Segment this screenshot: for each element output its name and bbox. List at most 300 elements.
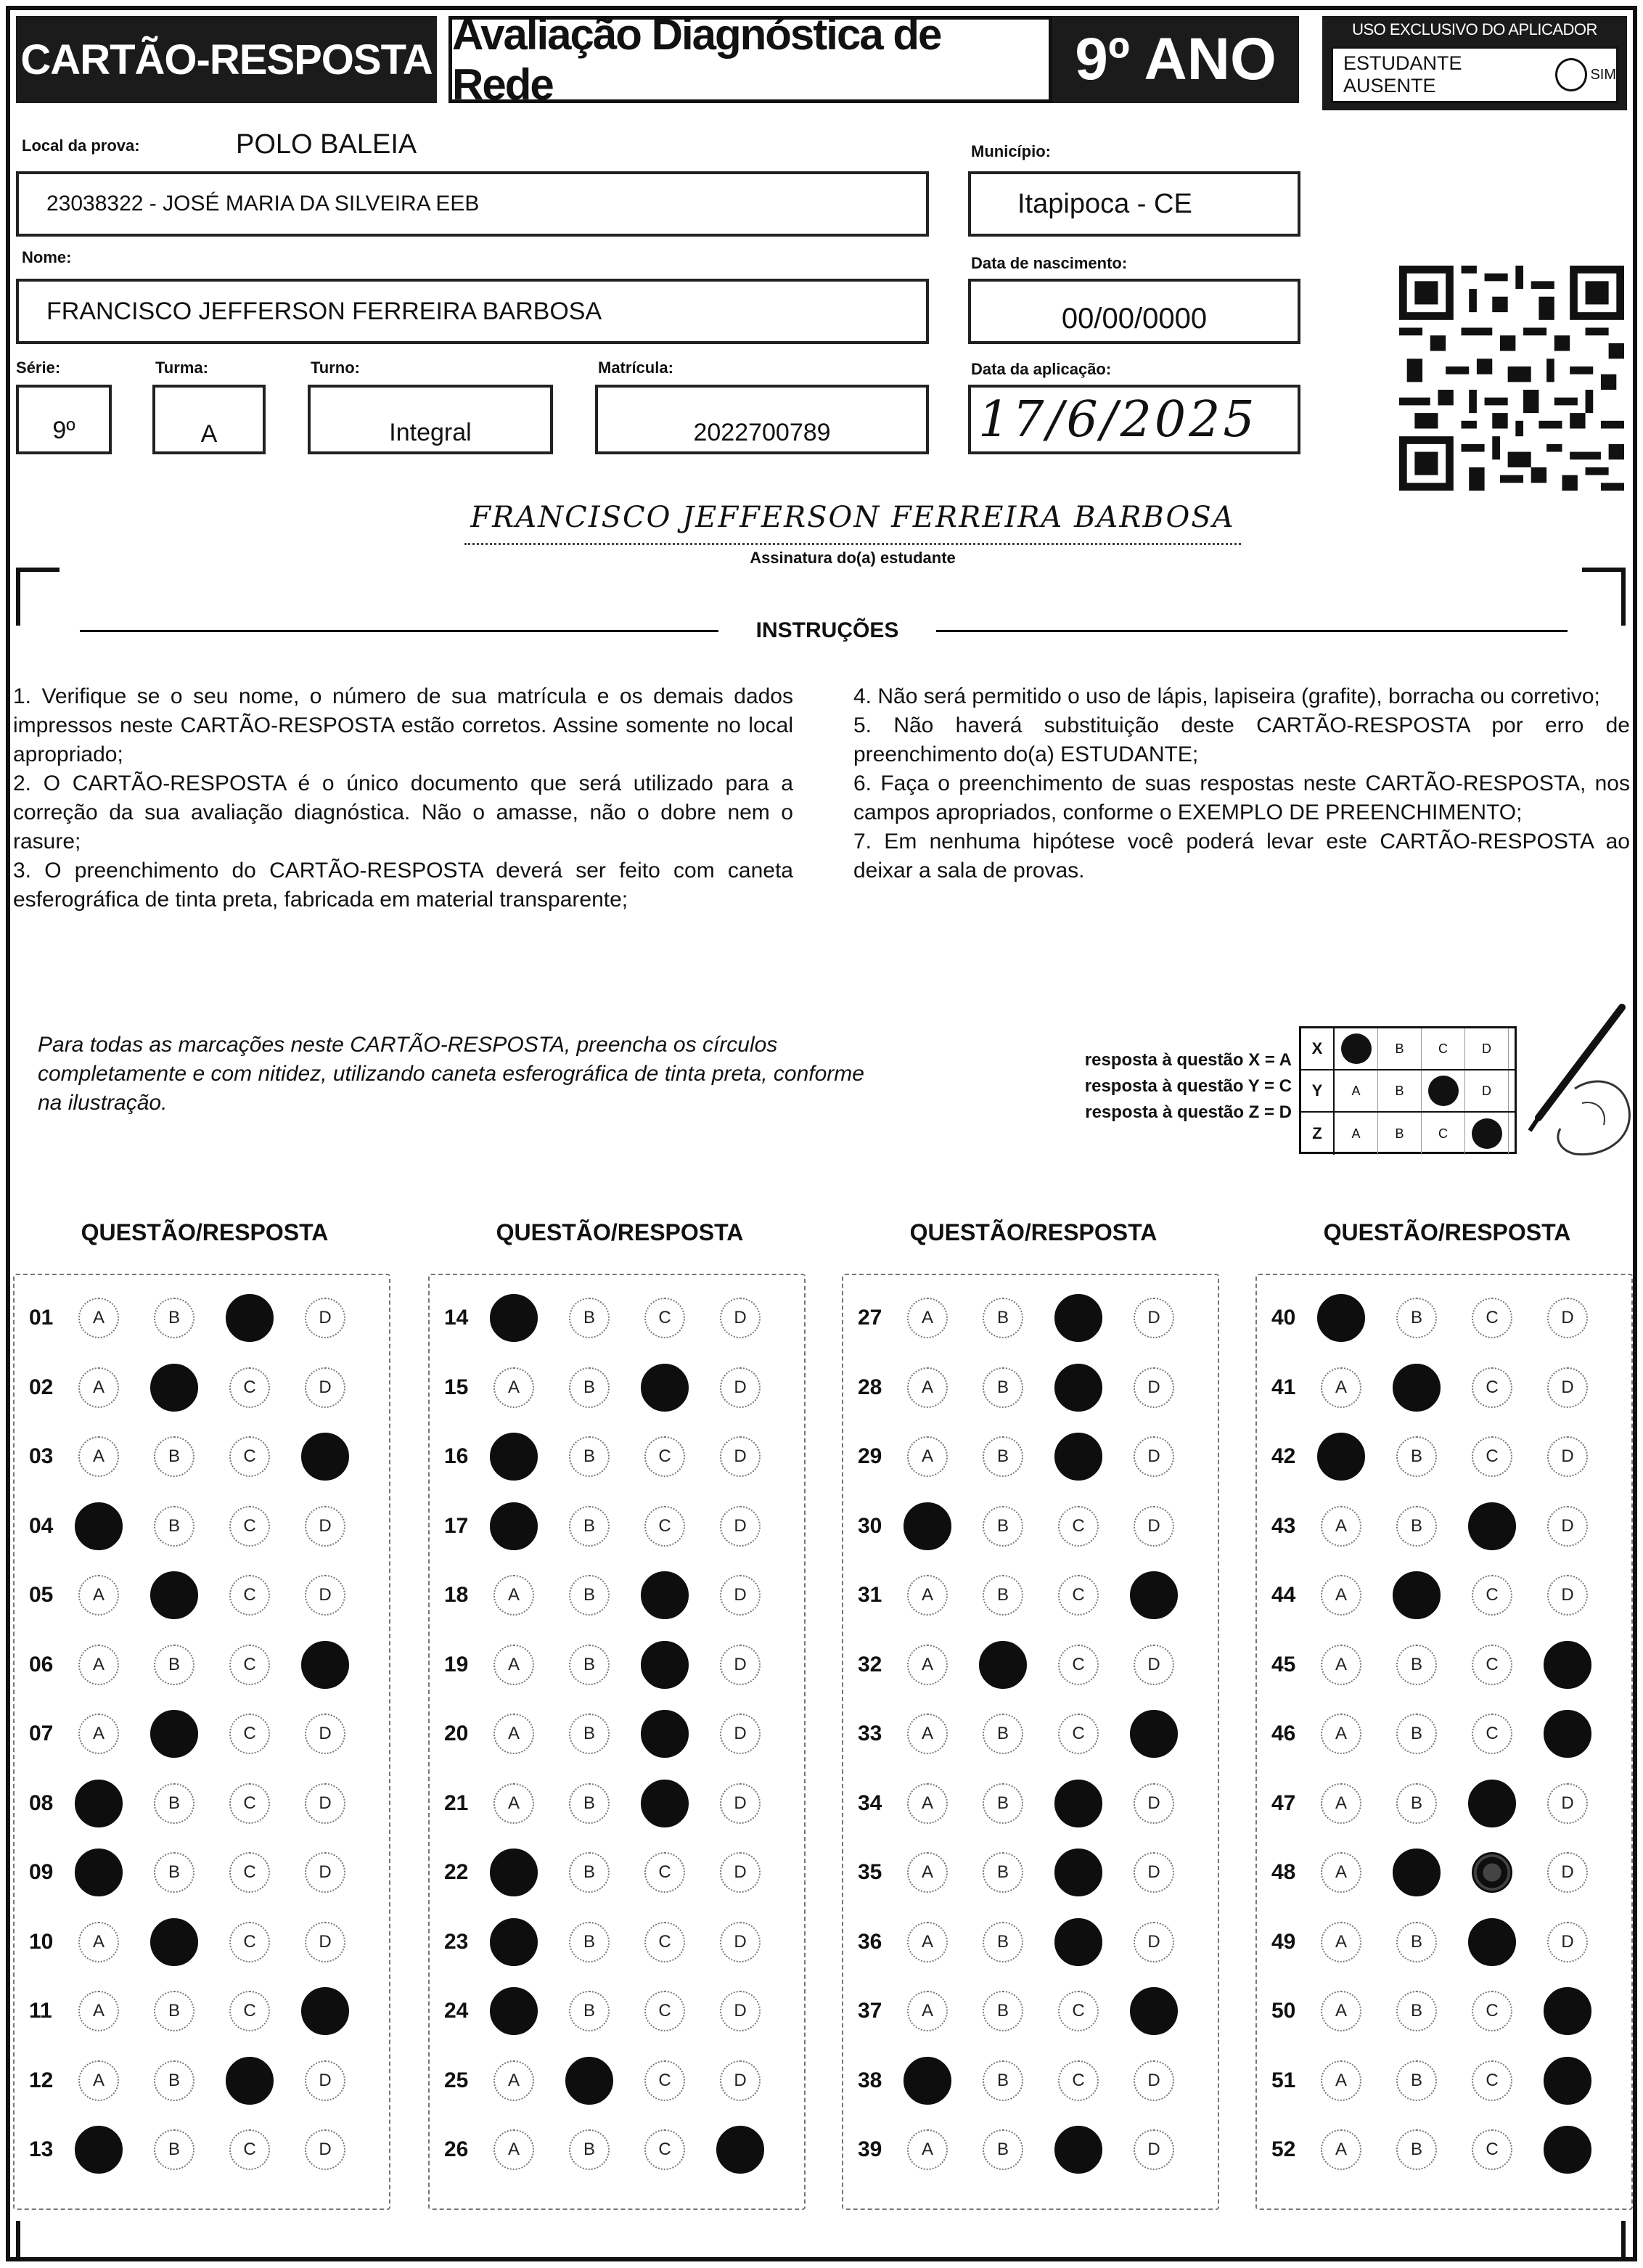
question-row bbox=[15, 1978, 389, 2044]
answer-bubble[interactable]: B bbox=[154, 1991, 194, 2031]
answer-bubble[interactable]: C bbox=[644, 1436, 685, 1477]
answer-bubble-filled[interactable] bbox=[226, 1294, 274, 1342]
answer-bubble[interactable]: C bbox=[644, 1852, 685, 1893]
answer-bubble[interactable]: D bbox=[720, 1645, 761, 1685]
answer-bubble[interactable]: B bbox=[983, 1575, 1023, 1616]
answer-bubble-filled[interactable] bbox=[1544, 2126, 1591, 2174]
answer-bubble[interactable]: B bbox=[1396, 1645, 1437, 1685]
answer-bubble[interactable]: C bbox=[1058, 1575, 1099, 1616]
answer-bubble[interactable]: B bbox=[983, 1922, 1023, 1962]
answer-bubble[interactable]: C bbox=[644, 2129, 685, 2170]
answer-bubble-filled[interactable] bbox=[1130, 1987, 1178, 2035]
answer-bubble[interactable]: C bbox=[1472, 1645, 1512, 1685]
answer-bubble[interactable]: D bbox=[720, 1991, 761, 2031]
question-number: 42 bbox=[1271, 1444, 1296, 1468]
answer-bubble[interactable]: A bbox=[493, 2129, 534, 2170]
answer-bubble[interactable]: A bbox=[1321, 1783, 1361, 1824]
answer-bubble[interactable]: A bbox=[78, 1714, 119, 1754]
answer-bubble[interactable]: D bbox=[305, 1298, 345, 1338]
answer-bubble[interactable]: C bbox=[229, 1575, 270, 1616]
answer-bubble[interactable]: C bbox=[229, 1714, 270, 1754]
answer-bubble[interactable]: D bbox=[1547, 1852, 1588, 1893]
answer-bubble[interactable]: B bbox=[1396, 1506, 1437, 1547]
answer-bubble[interactable]: C bbox=[1472, 2129, 1512, 2170]
answer-bubble[interactable]: A bbox=[78, 1991, 119, 2031]
question-number: 52 bbox=[1271, 2137, 1296, 2161]
question-panel bbox=[13, 1274, 390, 2210]
answer-bubble[interactable]: A bbox=[907, 1922, 948, 1962]
question-row bbox=[15, 2117, 389, 2182]
answer-bubble[interactable]: C bbox=[229, 1922, 270, 1962]
answer-bubble[interactable]: B bbox=[154, 1436, 194, 1477]
answer-bubble[interactable]: B bbox=[569, 1575, 610, 1616]
answer-bubble[interactable]: B bbox=[569, 1922, 610, 1962]
answer-bubble[interactable]: B bbox=[154, 1645, 194, 1685]
serie-label: Série: bbox=[16, 359, 61, 377]
answer-bubble[interactable]: B bbox=[154, 1506, 194, 1547]
answer-bubble[interactable]: A bbox=[78, 1922, 119, 1962]
question-row bbox=[430, 1701, 804, 1766]
answer-bubble[interactable]: C bbox=[229, 1783, 270, 1824]
answer-bubble[interactable]: C bbox=[1058, 1714, 1099, 1754]
answer-bubble[interactable]: A bbox=[1321, 1991, 1361, 2031]
municipio-field bbox=[968, 171, 1300, 237]
answer-bubble[interactable]: A bbox=[493, 1645, 534, 1685]
answer-bubble[interactable]: D bbox=[305, 1714, 345, 1754]
turno-field bbox=[308, 385, 553, 454]
aplicacao-value: 17/6/2025 bbox=[978, 390, 1258, 449]
question-row bbox=[430, 1978, 804, 2044]
answer-bubble-filled[interactable] bbox=[716, 2126, 764, 2174]
answer-bubble[interactable]: A bbox=[907, 1436, 948, 1477]
answer-bubble[interactable]: A bbox=[907, 1367, 948, 1408]
answer-bubble[interactable]: A bbox=[1321, 2129, 1361, 2170]
question-panel bbox=[1255, 1274, 1633, 2210]
answer-bubble[interactable]: B bbox=[569, 1714, 610, 1754]
answer-bubble[interactable]: B bbox=[1396, 1991, 1437, 2031]
answer-bubble[interactable]: B bbox=[569, 1645, 610, 1685]
answer-bubble[interactable]: A bbox=[1321, 1575, 1361, 1616]
answer-bubble[interactable]: A bbox=[78, 2060, 119, 2101]
instruction-item: 3. O preenchimento do CARTÃO-RESPOSTA deverá ser feito com caneta esferográfica de tinta preta, fabricada em material transparente; bbox=[13, 859, 793, 912]
answer-bubble[interactable]: A bbox=[78, 1367, 119, 1408]
example-option bbox=[1335, 1028, 1378, 1069]
answer-bubble-filled[interactable] bbox=[1054, 1849, 1102, 1896]
answer-bubble[interactable]: D bbox=[1547, 1922, 1588, 1962]
answer-bubble-filled[interactable] bbox=[490, 1294, 538, 1342]
answer-bubble[interactable]: D bbox=[1547, 1367, 1588, 1408]
answer-bubble[interactable]: B bbox=[983, 1852, 1023, 1893]
question-number: 01 bbox=[29, 1306, 54, 1330]
answer-bubble[interactable]: B bbox=[983, 2129, 1023, 2170]
answer-bubble[interactable]: B bbox=[983, 1367, 1023, 1408]
question-row bbox=[843, 1771, 1218, 1836]
answer-bubble[interactable]: A bbox=[493, 1714, 534, 1754]
answer-bubble[interactable]: D bbox=[1134, 1436, 1174, 1477]
example-option: C bbox=[1422, 1113, 1465, 1155]
example-option: D bbox=[1465, 1070, 1509, 1111]
answer-bubble-filled[interactable] bbox=[1468, 1780, 1516, 1827]
question-row bbox=[1257, 1285, 1631, 1351]
example-row bbox=[1301, 1070, 1515, 1113]
answer-bubble-filled[interactable] bbox=[641, 1364, 689, 1412]
answer-bubble-filled[interactable] bbox=[150, 1918, 198, 1966]
answer-bubble[interactable]: C bbox=[1058, 1991, 1099, 2031]
question-number: 18 bbox=[444, 1583, 469, 1607]
question-row bbox=[15, 1285, 389, 1351]
answer-bubble[interactable]: A bbox=[493, 1367, 534, 1408]
answer-bubble-partial[interactable] bbox=[1472, 1852, 1512, 1893]
answer-bubble-filled[interactable] bbox=[490, 1987, 538, 2035]
answer-bubble[interactable]: C bbox=[1058, 1506, 1099, 1547]
question-number: 51 bbox=[1271, 2068, 1296, 2092]
example-key: X bbox=[1301, 1028, 1335, 1069]
answer-bubble[interactable]: B bbox=[983, 1298, 1023, 1338]
answer-bubble-filled[interactable] bbox=[1468, 1502, 1516, 1550]
answer-bubble[interactable]: A bbox=[78, 1575, 119, 1616]
answer-bubble[interactable]: D bbox=[720, 1922, 761, 1962]
answer-bubble[interactable]: C bbox=[644, 1298, 685, 1338]
answer-bubble[interactable]: A bbox=[78, 1645, 119, 1685]
answer-bubble-filled[interactable] bbox=[1130, 1710, 1178, 1758]
answer-bubble[interactable]: B bbox=[983, 1714, 1023, 1754]
answer-bubble[interactable]: C bbox=[1472, 1714, 1512, 1754]
question-number: 48 bbox=[1271, 1860, 1296, 1884]
answer-bubble[interactable]: B bbox=[1396, 1714, 1437, 1754]
example-option: B bbox=[1378, 1028, 1422, 1069]
answer-bubble[interactable]: C bbox=[1058, 1645, 1099, 1685]
question-row bbox=[1257, 1632, 1631, 1698]
answer-bubble-filled[interactable] bbox=[1054, 2126, 1102, 2174]
question-row bbox=[1257, 2117, 1631, 2182]
answer-bubble[interactable]: A bbox=[1321, 1922, 1361, 1962]
answer-bubble[interactable]: A bbox=[493, 2060, 534, 2101]
answer-bubble[interactable]: D bbox=[305, 2060, 345, 2101]
answer-bubble[interactable]: D bbox=[305, 1506, 345, 1547]
answer-bubble-filled[interactable] bbox=[1544, 2057, 1591, 2105]
question-number: 27 bbox=[858, 1306, 882, 1330]
answer-bubble-filled[interactable] bbox=[490, 1849, 538, 1896]
answer-bubble-filled[interactable] bbox=[301, 1987, 349, 2035]
instruction-item: 2. O CARTÃO-RESPOSTA é o único documento que será utilizado para a correção da sua avaliação diagnóstica. Não o amasse, não o dobre nem o rasure; bbox=[13, 771, 793, 853]
answer-bubble[interactable]: B bbox=[569, 1436, 610, 1477]
answer-bubble[interactable]: B bbox=[154, 1852, 194, 1893]
answer-bubble[interactable]: D bbox=[1547, 1783, 1588, 1824]
answer-bubble[interactable]: B bbox=[983, 1783, 1023, 1824]
question-number: 02 bbox=[29, 1375, 54, 1399]
answer-bubble-filled[interactable] bbox=[301, 1641, 349, 1689]
answer-bubble[interactable]: D bbox=[305, 1852, 345, 1893]
answer-bubble[interactable]: B bbox=[983, 1991, 1023, 2031]
corner-bracket bbox=[1582, 568, 1626, 597]
answer-bubble[interactable]: C bbox=[229, 1852, 270, 1893]
answer-bubble-filled[interactable] bbox=[1054, 1433, 1102, 1481]
answer-bubble[interactable]: D bbox=[1547, 1298, 1588, 1338]
example-legend-line: resposta à questão X = A bbox=[1084, 1050, 1292, 1070]
answer-bubble-filled[interactable] bbox=[1054, 1918, 1102, 1966]
filled-bubble-icon bbox=[1341, 1033, 1372, 1064]
answer-bubble[interactable]: D bbox=[305, 2129, 345, 2170]
column-header: QUESTÃO/RESPOSTA bbox=[81, 1219, 329, 1245]
answer-bubble[interactable]: C bbox=[644, 2060, 685, 2101]
question-number: 31 bbox=[858, 1583, 882, 1607]
answer-bubble[interactable]: D bbox=[1134, 1367, 1174, 1408]
answer-bubble[interactable]: D bbox=[720, 1367, 761, 1408]
answer-bubble[interactable]: B bbox=[983, 2060, 1023, 2101]
answer-bubble[interactable]: D bbox=[1134, 2060, 1174, 2101]
question-row bbox=[15, 1424, 389, 1489]
answer-bubble[interactable]: C bbox=[229, 1645, 270, 1685]
answer-bubble-filled[interactable] bbox=[641, 1710, 689, 1758]
answer-bubble[interactable]: B bbox=[569, 1298, 610, 1338]
answer-bubble[interactable]: D bbox=[305, 1367, 345, 1408]
question-row bbox=[1257, 1355, 1631, 1420]
answer-bubble-filled[interactable] bbox=[565, 2057, 613, 2105]
answer-bubble-filled[interactable] bbox=[1130, 1571, 1178, 1619]
answer-bubble[interactable]: A bbox=[907, 2129, 948, 2170]
signature-caption: Assinatura do(a) estudante bbox=[750, 549, 956, 567]
local-value: POLO BALEIA bbox=[236, 129, 417, 160]
answer-bubble-filled[interactable] bbox=[979, 1641, 1027, 1689]
answer-bubble[interactable]: D bbox=[720, 1575, 761, 1616]
answer-bubble[interactable]: A bbox=[78, 1298, 119, 1338]
answer-bubble[interactable]: C bbox=[1472, 1991, 1512, 2031]
answer-bubble[interactable]: A bbox=[1321, 1506, 1361, 1547]
answer-bubble[interactable]: A bbox=[907, 1645, 948, 1685]
answer-bubble-filled[interactable] bbox=[1468, 1918, 1516, 1966]
question-number: 30 bbox=[858, 1513, 882, 1538]
answer-bubble[interactable]: A bbox=[1321, 1714, 1361, 1754]
answer-bubble[interactable]: D bbox=[305, 1922, 345, 1962]
answer-bubble[interactable]: B bbox=[983, 1436, 1023, 1477]
answer-bubble[interactable]: B bbox=[569, 2129, 610, 2170]
answer-bubble[interactable]: D bbox=[1547, 1575, 1588, 1616]
example-row bbox=[1301, 1113, 1515, 1155]
answer-bubble[interactable]: B bbox=[1396, 1922, 1437, 1962]
question-number: 32 bbox=[858, 1652, 882, 1677]
question-number: 04 bbox=[29, 1513, 54, 1538]
answer-bubble[interactable]: D bbox=[1134, 1645, 1174, 1685]
answer-bubble[interactable]: C bbox=[644, 1506, 685, 1547]
question-row bbox=[15, 1840, 389, 1905]
answer-bubble[interactable]: C bbox=[1472, 1436, 1512, 1477]
answer-bubble[interactable]: A bbox=[907, 1852, 948, 1893]
answer-bubble[interactable]: C bbox=[229, 1436, 270, 1477]
answer-bubble[interactable]: D bbox=[1134, 1298, 1174, 1338]
answer-bubble[interactable]: D bbox=[1134, 1852, 1174, 1893]
answer-bubble-filled[interactable] bbox=[490, 1502, 538, 1550]
absent-yes-label: SIM bbox=[1590, 66, 1616, 83]
answer-bubble[interactable]: B bbox=[1396, 1436, 1437, 1477]
question-row bbox=[1257, 1701, 1631, 1766]
answer-bubble[interactable]: A bbox=[1321, 2060, 1361, 2101]
question-row bbox=[843, 1978, 1218, 2044]
answer-bubble-filled[interactable] bbox=[150, 1571, 198, 1619]
answer-bubble-filled[interactable] bbox=[904, 1502, 951, 1550]
absent-bubble[interactable] bbox=[1555, 58, 1588, 91]
question-number: 44 bbox=[1271, 1583, 1296, 1607]
example-row bbox=[1301, 1028, 1515, 1070]
answer-bubble[interactable]: C bbox=[229, 2129, 270, 2170]
answer-bubble-filled[interactable] bbox=[75, 1780, 123, 1827]
question-number: 49 bbox=[1271, 1929, 1296, 1954]
question-number: 12 bbox=[29, 2068, 54, 2092]
school-value: 23038322 - JOSÉ MARIA DA SILVEIRA EEB bbox=[46, 192, 480, 216]
example-option: A bbox=[1335, 1113, 1378, 1155]
answer-bubble[interactable]: B bbox=[154, 1783, 194, 1824]
question-row bbox=[1257, 1494, 1631, 1559]
column-header: QUESTÃO/RESPOSTA bbox=[909, 1219, 1158, 1245]
answer-bubble-filled[interactable] bbox=[490, 1918, 538, 1966]
question-number: 15 bbox=[444, 1375, 469, 1399]
answer-bubble-filled[interactable] bbox=[641, 1780, 689, 1827]
answer-bubble[interactable]: C bbox=[1472, 2060, 1512, 2101]
question-row bbox=[843, 1701, 1218, 1766]
filled-bubble-icon bbox=[1428, 1076, 1459, 1106]
answer-bubble[interactable]: B bbox=[1396, 1783, 1437, 1824]
question-number: 33 bbox=[858, 1722, 882, 1745]
question-row bbox=[15, 1909, 389, 1975]
question-row bbox=[1257, 1840, 1631, 1905]
answer-bubble[interactable]: A bbox=[493, 1575, 534, 1616]
question-row bbox=[15, 2048, 389, 2113]
student-signature: FRANCISCO JEFFERSON FERREIRA BARBOSA bbox=[470, 501, 1235, 534]
answer-bubble-filled[interactable] bbox=[1317, 1433, 1365, 1481]
answer-bubble[interactable]: C bbox=[1472, 1298, 1512, 1338]
answer-bubble[interactable]: D bbox=[720, 1298, 761, 1338]
answer-bubble-filled[interactable] bbox=[1393, 1849, 1441, 1896]
question-row bbox=[430, 1424, 804, 1489]
answer-bubble-filled[interactable] bbox=[301, 1433, 349, 1481]
answer-bubble[interactable]: C bbox=[1058, 2060, 1099, 2101]
answer-bubble-filled[interactable] bbox=[904, 2057, 951, 2105]
question-number: 11 bbox=[29, 1999, 52, 2023]
answer-bubble[interactable]: A bbox=[907, 1991, 948, 2031]
answer-bubble[interactable]: C bbox=[644, 1991, 685, 2031]
answer-bubble-filled[interactable] bbox=[1544, 1987, 1591, 2035]
question-row bbox=[1257, 1424, 1631, 1489]
answer-bubble[interactable]: D bbox=[720, 1506, 761, 1547]
answer-bubble[interactable]: B bbox=[154, 2129, 194, 2170]
answer-bubble[interactable]: B bbox=[1396, 1298, 1437, 1338]
answer-bubble[interactable]: C bbox=[1472, 1575, 1512, 1616]
answer-bubble[interactable]: D bbox=[1134, 1506, 1174, 1547]
question-number: 21 bbox=[444, 1790, 469, 1815]
qr-code-icon bbox=[1399, 266, 1624, 491]
answer-bubble[interactable]: A bbox=[78, 1436, 119, 1477]
answer-bubble[interactable]: B bbox=[569, 1367, 610, 1408]
divider bbox=[936, 630, 1568, 632]
answer-bubble[interactable]: B bbox=[569, 1783, 610, 1824]
answer-bubble[interactable]: B bbox=[154, 2060, 194, 2101]
answer-bubble[interactable]: D bbox=[720, 1714, 761, 1754]
answer-bubble-filled[interactable] bbox=[1393, 1571, 1441, 1619]
answer-bubble[interactable]: A bbox=[907, 1575, 948, 1616]
answer-bubble[interactable]: A bbox=[1321, 1852, 1361, 1893]
nome-label: Nome: bbox=[22, 248, 72, 266]
question-number: 03 bbox=[29, 1444, 54, 1468]
answer-bubble-filled[interactable] bbox=[1393, 1364, 1441, 1412]
answer-bubble-filled[interactable] bbox=[150, 1364, 198, 1412]
answer-bubble-filled[interactable] bbox=[75, 2126, 123, 2174]
answer-bubble-filled[interactable] bbox=[1544, 1641, 1591, 1689]
answer-bubble-filled[interactable] bbox=[1054, 1294, 1102, 1342]
answer-bubble[interactable]: A bbox=[493, 1783, 534, 1824]
pen-hand-icon bbox=[1488, 1002, 1633, 1161]
answer-bubble[interactable]: A bbox=[907, 1298, 948, 1338]
corner-bracket bbox=[1621, 2221, 1626, 2257]
question-panel bbox=[842, 1274, 1219, 2210]
answer-bubble[interactable]: A bbox=[1321, 1645, 1361, 1685]
answer-bubble-filled[interactable] bbox=[641, 1571, 689, 1619]
answer-bubble[interactable]: D bbox=[305, 1575, 345, 1616]
answer-bubble[interactable]: C bbox=[644, 1922, 685, 1962]
answer-bubble[interactable]: D bbox=[720, 2060, 761, 2101]
answer-bubble[interactable]: C bbox=[229, 1506, 270, 1547]
answer-bubble[interactable]: B bbox=[569, 1506, 610, 1547]
answer-bubble[interactable]: A bbox=[907, 1783, 948, 1824]
answer-bubble-filled[interactable] bbox=[75, 1502, 123, 1550]
answer-bubble[interactable]: C bbox=[229, 1367, 270, 1408]
answer-bubble[interactable]: D bbox=[1134, 2129, 1174, 2170]
answer-bubble[interactable]: A bbox=[1321, 1367, 1361, 1408]
example-legend-line: resposta à questão Y = C bbox=[1084, 1076, 1292, 1096]
turno-value: Integral bbox=[389, 418, 472, 446]
answer-bubble[interactable]: D bbox=[720, 1783, 761, 1824]
question-row bbox=[1257, 1909, 1631, 1975]
answer-bubble-filled[interactable] bbox=[75, 1849, 123, 1896]
instructions-title: INSTRUÇÕES bbox=[755, 618, 899, 642]
answer-bubble-filled[interactable] bbox=[1054, 1364, 1102, 1412]
question-number: 26 bbox=[444, 2137, 469, 2161]
answer-bubble[interactable]: D bbox=[720, 1436, 761, 1477]
question-number: 43 bbox=[1271, 1513, 1296, 1538]
answer-bubble-filled[interactable] bbox=[490, 1433, 538, 1481]
answer-bubble-filled[interactable] bbox=[1544, 1710, 1591, 1758]
answer-bubble[interactable]: D bbox=[1134, 1922, 1174, 1962]
question-row bbox=[15, 1701, 389, 1766]
answer-bubble[interactable]: C bbox=[229, 1991, 270, 2031]
answer-bubble[interactable]: B bbox=[1396, 2129, 1437, 2170]
question-row bbox=[430, 2117, 804, 2182]
example-key: Y bbox=[1301, 1070, 1335, 1111]
answer-bubble[interactable]: D bbox=[1134, 1783, 1174, 1824]
question-number: 35 bbox=[858, 1860, 882, 1884]
answer-bubble[interactable]: C bbox=[1472, 1367, 1512, 1408]
answer-bubble[interactable]: D bbox=[720, 1852, 761, 1893]
divider bbox=[80, 630, 718, 632]
answer-bubble[interactable]: D bbox=[1547, 1506, 1588, 1547]
answer-bubble[interactable]: A bbox=[907, 1714, 948, 1754]
answer-bubble[interactable]: D bbox=[1547, 1436, 1588, 1477]
answer-bubble[interactable]: B bbox=[983, 1506, 1023, 1547]
answer-bubble[interactable]: B bbox=[569, 1991, 610, 2031]
answer-bubble-filled[interactable] bbox=[1054, 1780, 1102, 1827]
answer-bubble[interactable]: B bbox=[154, 1298, 194, 1338]
answer-bubble[interactable]: B bbox=[1396, 2060, 1437, 2101]
question-number: 17 bbox=[444, 1513, 469, 1538]
question-row bbox=[430, 1909, 804, 1975]
answer-bubble[interactable]: B bbox=[569, 1852, 610, 1893]
answer-bubble-filled[interactable] bbox=[1317, 1294, 1365, 1342]
answer-bubble[interactable]: D bbox=[305, 1783, 345, 1824]
local-label: Local da prova: bbox=[22, 136, 140, 155]
answer-bubble-filled[interactable] bbox=[226, 2057, 274, 2105]
answer-bubble-filled[interactable] bbox=[150, 1710, 198, 1758]
question-number: 08 bbox=[29, 1790, 54, 1815]
column-header: QUESTÃO/RESPOSTA bbox=[1323, 1219, 1571, 1245]
answer-bubble-filled[interactable] bbox=[641, 1641, 689, 1689]
